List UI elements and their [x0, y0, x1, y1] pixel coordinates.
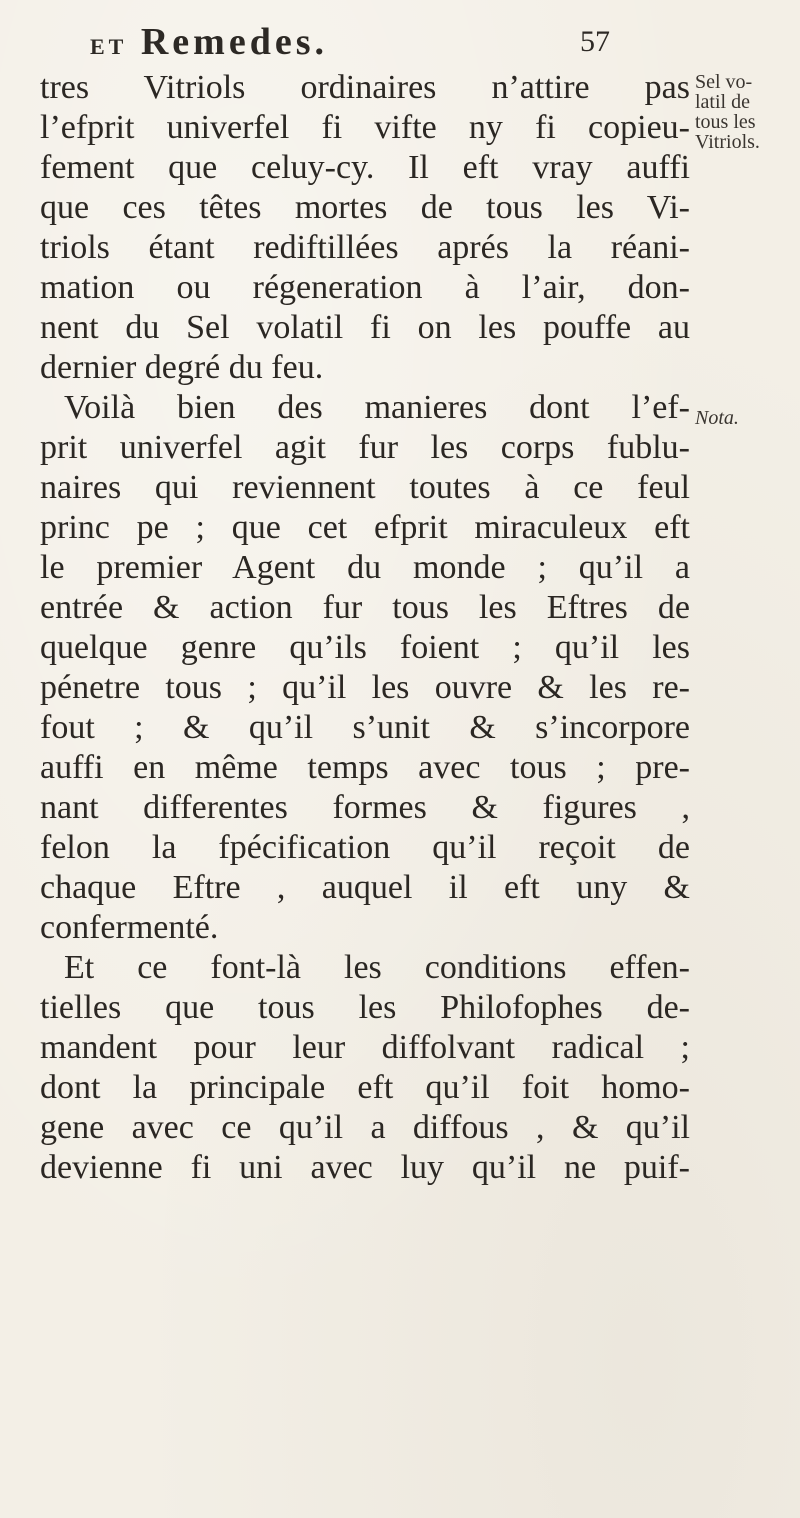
text-line: Et ce font-là les conditions effen-	[64, 949, 690, 986]
text-line: devienne fi uni avec luy qu’il ne puif-	[40, 1149, 690, 1186]
text-line: tielles que tous les Philofophes de-	[40, 989, 690, 1026]
text-line: auffi en même temps avec tous ; pre-	[40, 749, 690, 786]
sidenote-line: tous les	[695, 111, 756, 133]
text-line: gene avec ce qu’il a diffous , & qu’il	[40, 1109, 690, 1146]
sidenote-line: latil de	[695, 91, 750, 113]
text-line: nant differentes formes & figures ,	[40, 789, 690, 826]
text-line: Voilà bien des manieres dont l’ef-	[64, 389, 690, 426]
sidenote-line: Sel vo-	[695, 71, 753, 93]
sidenote-line: Vitriols.	[695, 131, 760, 153]
text-line: mation ou régeneration à l’air, don-	[40, 269, 690, 306]
text-line: triols étant rediftillées aprés la réani-	[40, 229, 690, 266]
text-line: quelque genre qu’ils foient ; qu’il les	[40, 629, 690, 666]
running-title	[90, 20, 328, 69]
text-line: prit univerfel agit fur les corps fublu-	[40, 429, 690, 466]
text-line: confermenté.	[40, 909, 219, 946]
text-line: fout ; & qu’il s’unit & s’incorpore	[40, 709, 690, 746]
running-title-remedes: Remedes.	[140, 21, 328, 63]
text-line: entrée & action fur tous les Eftres de	[40, 589, 690, 626]
text-line: dont la principale eft qu’il foit homo-	[40, 1069, 690, 1106]
text-line: princ pe ; que cet efprit miraculeux eft	[40, 509, 690, 546]
text-line: fement que celuy-cy. Il eft vray auffi	[40, 149, 690, 186]
text-line: dernier degré du feu.	[40, 349, 324, 386]
text-line: chaque Eftre , auquel il eft uny &	[40, 869, 690, 906]
text-line: tres Vitriols ordinaires n’attire pas	[40, 69, 690, 106]
margin-notes	[695, 71, 795, 429]
body-text	[40, 68, 690, 1188]
page-number: 57	[580, 25, 610, 58]
text-line: naires qui reviennent toutes à ce feul	[40, 469, 690, 506]
nota-marker: Nota.	[695, 407, 739, 429]
running-head	[90, 20, 610, 64]
running-title-et: ET	[90, 34, 128, 59]
text-line: le premier Agent du monde ; qu’il a	[40, 549, 690, 586]
text-line: l’efprit univerfel fi vifte ny fi copieu-	[40, 109, 690, 146]
text-line: que ces têtes mortes de tous les Vi-	[40, 189, 690, 226]
text-line: felon la fpécification qu’il reçoit de	[40, 829, 690, 866]
text-line: nent du Sel volatil fi on les pouffe au	[40, 309, 690, 346]
text-line: pénetre tous ; qu’il les ouvre & les re-	[40, 669, 690, 706]
text-line: mandent pour leur diffolvant radical ;	[40, 1029, 690, 1066]
